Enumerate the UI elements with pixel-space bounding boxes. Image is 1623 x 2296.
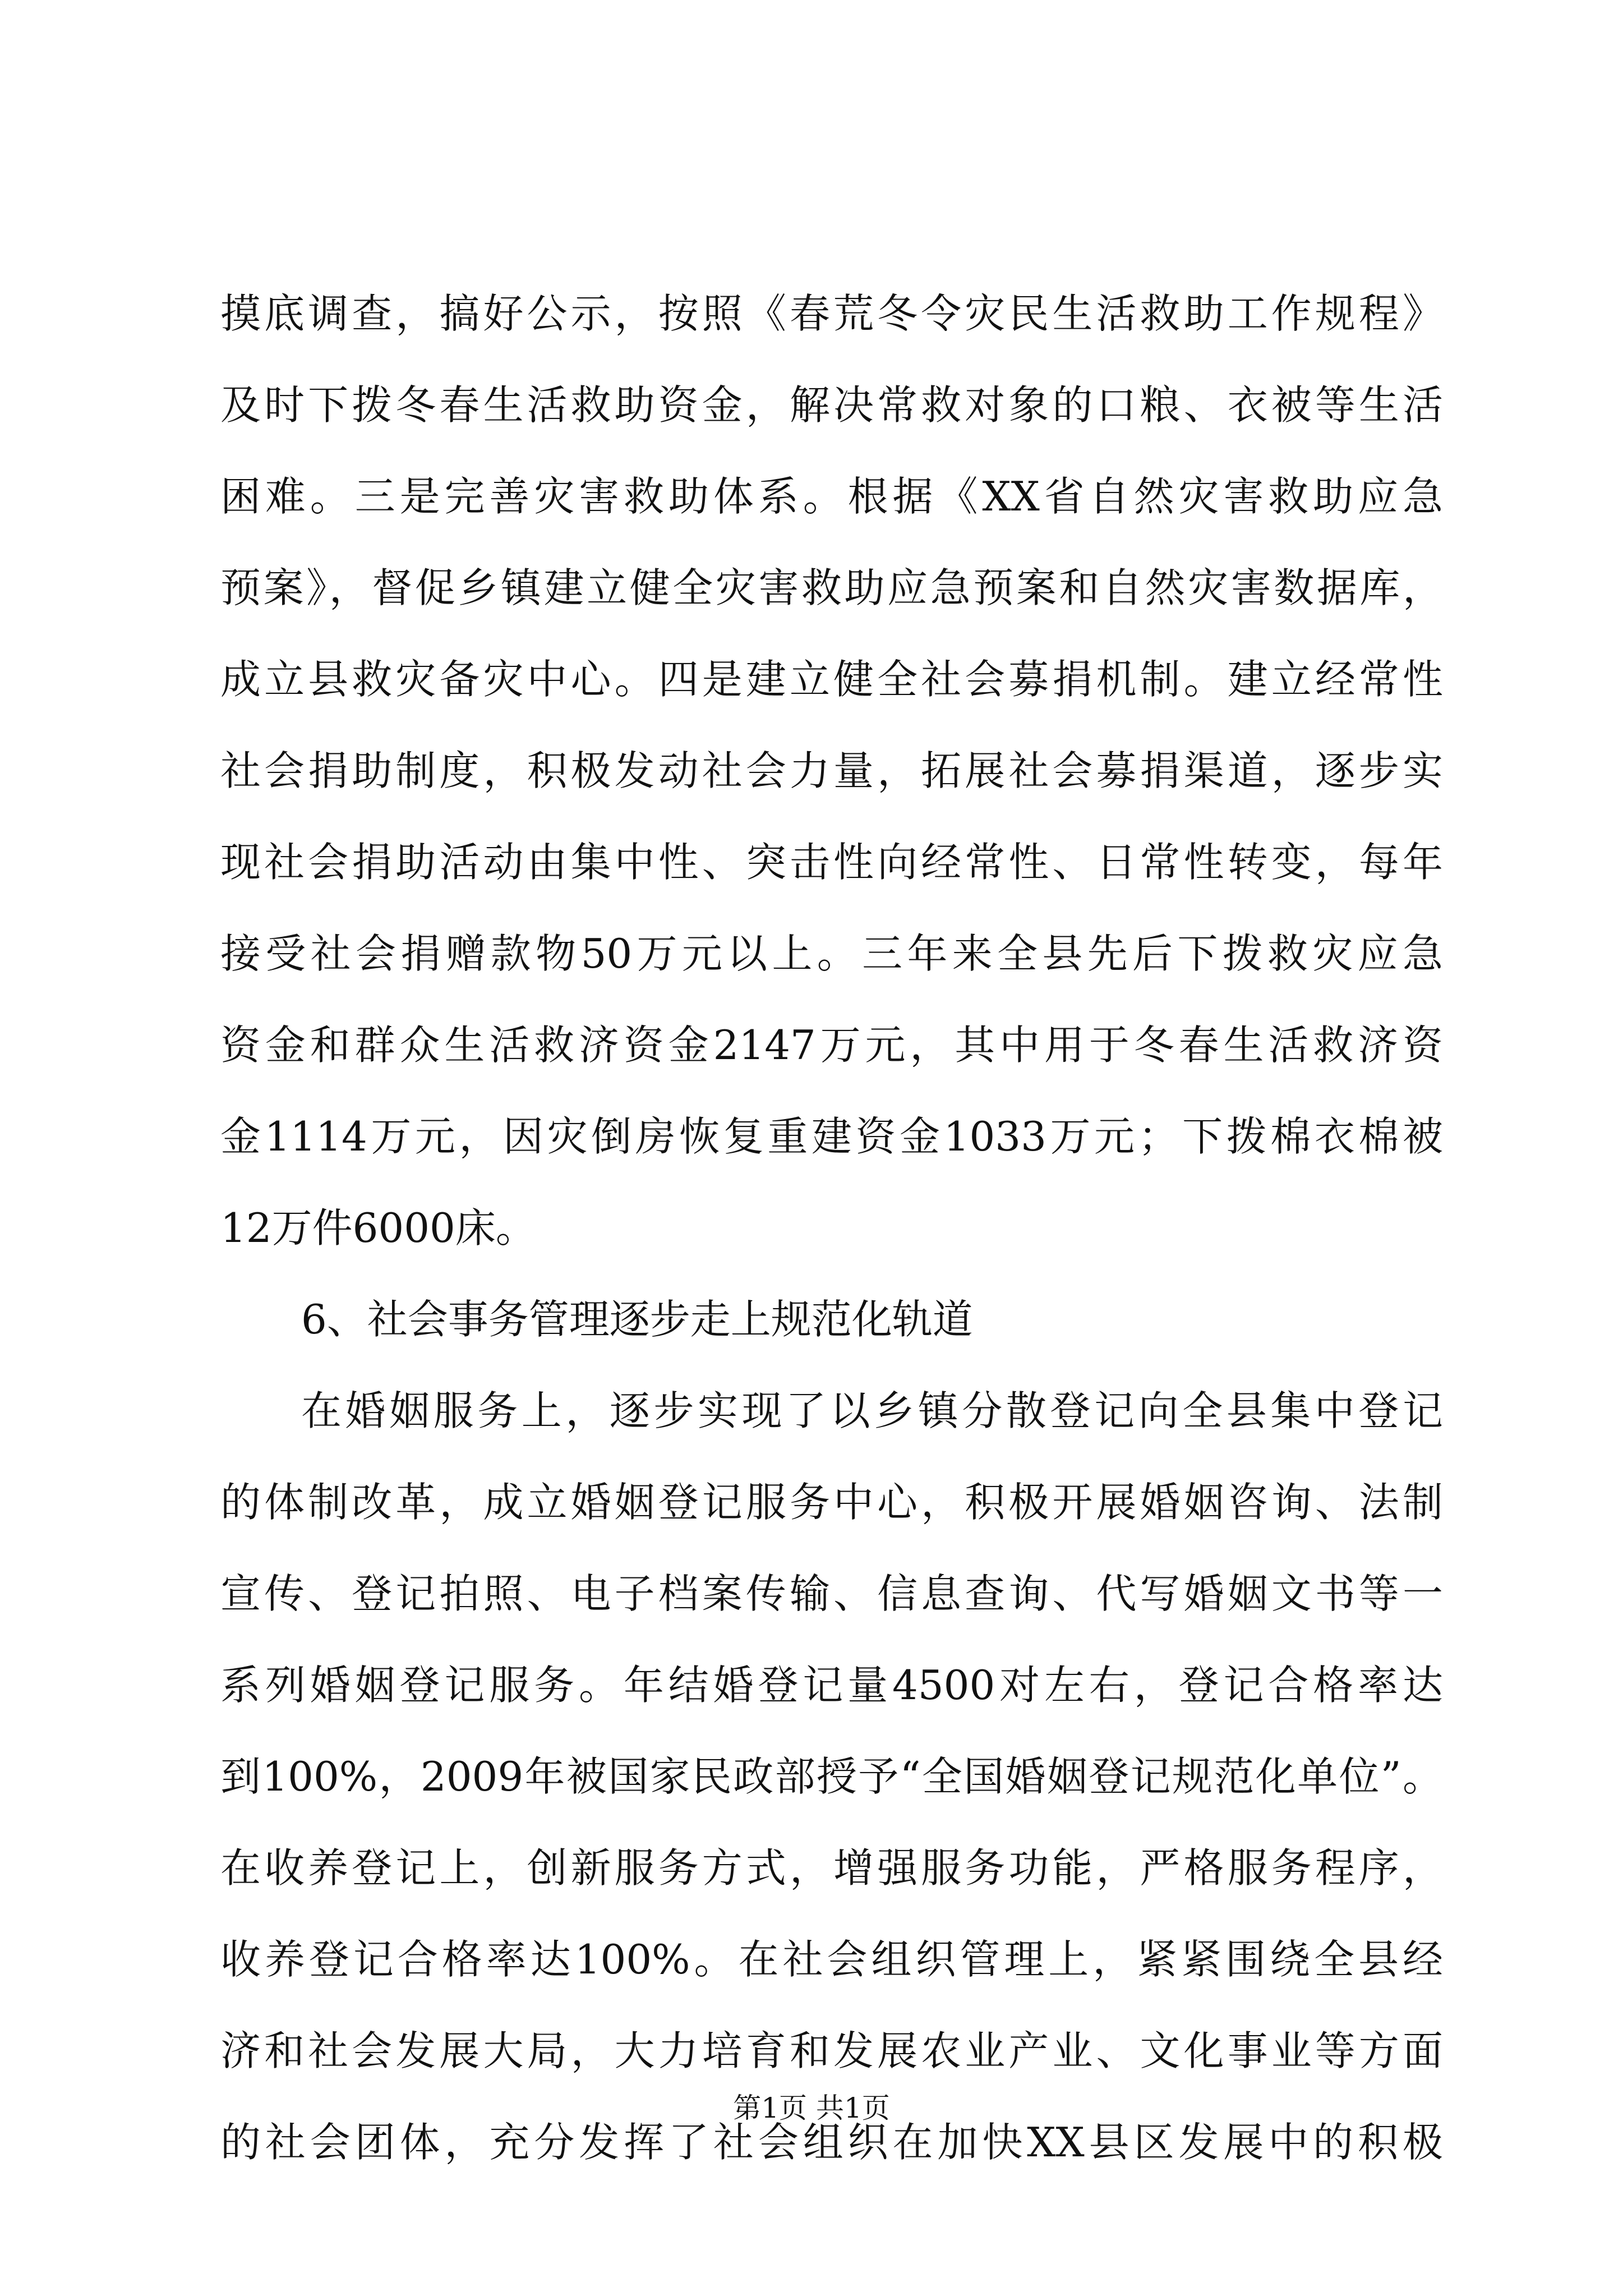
text-line: 济和社会发展大局，大力培育和发展农业产业、文化事业等方面	[220, 2027, 1443, 2074]
text-line: 社会捐助制度，积极发动社会力量，拓展社会募捐渠道，逐步实	[220, 747, 1443, 794]
text-line: 困难。三是完善灾害救助体系。根据《XX省自然灾害救助应急	[220, 473, 1443, 520]
text-line: 系列婚姻登记服务。年结婚登记量4500对左右，登记合格率达	[220, 1662, 1443, 1709]
text-line: 的体制改革，成立婚姻登记服务中心，积极开展婚姻咨询、法制	[220, 1479, 1443, 1526]
text-line: 到100%，2009年被国家民政部授予“全国婚姻登记规范化单位”。	[220, 1753, 1443, 1800]
text-line: 12万件6000床。	[220, 1204, 536, 1251]
text-line: 宣传、登记拍照、电子档案传输、信息查询、代写婚姻文书等一	[220, 1570, 1443, 1617]
text-line: 在收养登记上，创新服务方式，增强服务功能，严格服务程序，	[220, 1844, 1443, 1892]
text-line: 的社会团体，充分发挥了社会组织在加快XX县区发展中的积极	[220, 2119, 1443, 2166]
text-line: 成立县救灾备灾中心。四是建立健全社会募捐机制。建立经常性	[220, 656, 1443, 703]
document-body	[220, 268, 1443, 2188]
text-line: 接受社会捐赠款物50万元以上。三年来全县先后下拨救灾应急	[220, 930, 1443, 977]
text-line: 资金和群众生活救济资金2147万元，其中用于冬春生活救济资	[220, 1022, 1443, 1069]
text-line: 现社会捐助活动由集中性、突击性向经常性、日常性转变，每年	[220, 839, 1443, 886]
text-line: 金1114万元，因灾倒房恢复重建资金1033万元；下拨棉衣棉被	[220, 1113, 1443, 1160]
text-line: 收养登记合格率达100%。在社会组织管理上，紧紧围绕全县经	[220, 1936, 1443, 1983]
text-line: 摸底调查，搞好公示，按照《春荒冬令灾民生活救助工作规程》	[220, 290, 1443, 337]
text-line: 及时下拨冬春生活救助资金，解决常救对象的口粮、衣被等生活	[220, 381, 1443, 429]
text-line: 在婚姻服务上，逐步实现了以乡镇分散登记向全县集中登记	[301, 1387, 1443, 1434]
section-heading: 6、社会事务管理逐步走上规范化轨道	[301, 1296, 973, 1343]
page-footer: 第1页 共1页	[733, 2092, 890, 2124]
text-line: 预案》，督促乡镇建立健全灾害救助应急预案和自然灾害数据库，	[220, 564, 1443, 611]
